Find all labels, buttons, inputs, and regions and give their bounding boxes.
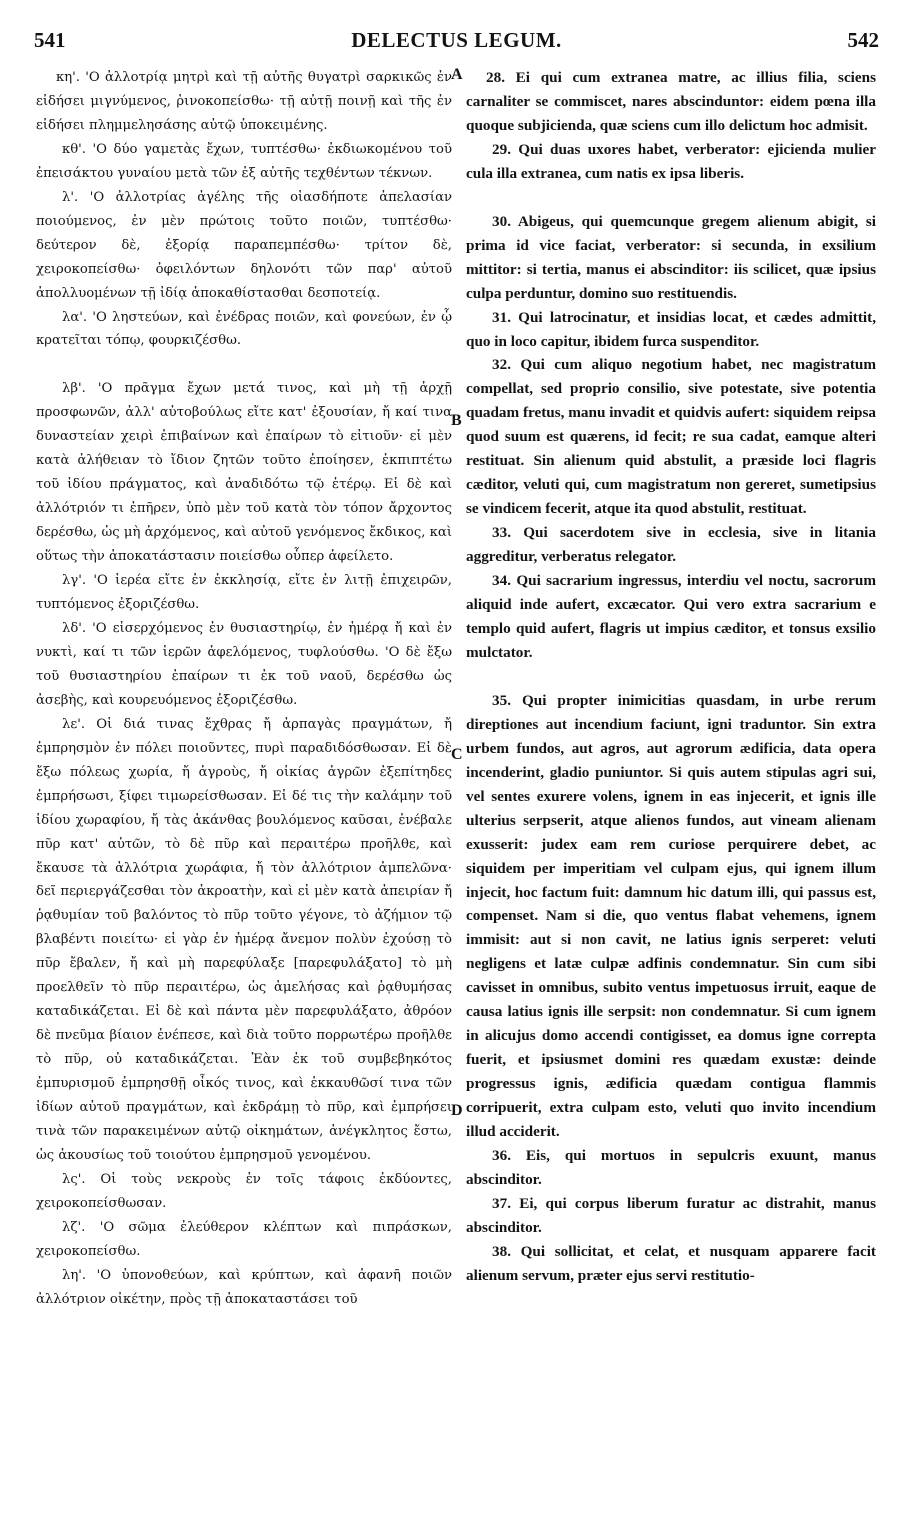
greek-law-32: λβ'. 'Ο πρᾶγμα ἔχων μετά τινος, καὶ μὴ τῇ ἀρχῇ προσφωνῶν, ἀλλ' αὐτοβούλως εἴτε κατ' ἐξουσίαν, ἤ καί τινα δυναστείαν χειρὶ ἐπιβαίνων καὶ ἐπαίρων τὸ εἰτιοῦν· εἰ μὲν κατὰ ἀλήθειαν τὸ ἴδιον ζητῶν τοῦτο ἐποίησεν, ἐκπιπτέτω τοῦ ἰδίου πράγματος, καὶ ἀναδιδότω τῷ ἑτέρῳ. Εἰ δὲ καὶ ἀλλότριόν τι ἐπῆρεν, ὑπὸ μὲν τοῦ κατὰ τὸν τόπον ἄρχοντος δερέσθω, ὡς μὴ ἀρχόμενος, καὶ αὐτοῦ γενόμενος ἔκδικος, καὶ οὕτως τὴν ἀποκατάστασιν ποιείσθω οὗπερ ἀφείλετο. [36,381,452,565]
latin-law-29: 29. Qui duas uxores habet, verberator: ejicienda mulier cula illa extranea, cum natis ex ipsa liberis. [466,140,876,182]
latin-column [466,66,876,1540]
margin-marker-b: B [451,412,462,429]
greek-law-36: λς'. Οἱ τοὺς νεκροὺς ἐν τοῖς τάφοις ἐκδύοντες, χειροκοπείσθωσαν. [36,1171,452,1211]
greek-law-31: λα'. 'Ο ληστεύων, καὶ ἐνέδρας ποιῶν, καὶ φονεύων, ἐν ᾧ κρατεῖται τόπῳ, φουρκιζέσθω. [36,309,452,349]
page-header [34,28,879,58]
margin-marker-d: D [451,1102,463,1119]
latin-law-37: 37. Ei, qui corpus liberum furatur ac distrahit, manus abscinditor. [466,1194,876,1236]
greek-law-37: λζ'. 'Ο σῶμα ἐλεύθερον κλέπτων καὶ πιπράσκων, χειροκοπείσθω. [36,1219,452,1259]
margin-marker-c: C [451,746,463,763]
greek-law-30: λ'. 'Ο ἀλλοτρίας ἀγέλης τῆς οἱασδήποτε ἀπελασίαν ποιούμενος, ἐν μὲν πρώτοις τοῦτο ποιῶν, τυπτέσθω· δεύτερον δὲ, ἐξορίᾳ παραπεμπέσθω· τρίτον δὲ, χειροκοπείσθω· ὀφειλόντων δηλονότι τῶν παρ' αὐτοῦ ἀπολλυομένων τῇ ἰδίᾳ ἀποκαθίστασθαι δεσποτείᾳ. [36,189,452,301]
latin-law-36: 36. Eis, qui mortuos in sepulcris exuunt, manus abscinditor. [466,1146,876,1188]
latin-law-38: 38. Qui sollicitat, et celat, et nusquam apparere facit alienum servum, præter ejus servi restitutio- [466,1242,876,1284]
greek-law-34: λδ'. 'Ο εἰσερχόμενος ἐν θυσιαστηρίῳ, ἐν ἡμέρᾳ ἤ καὶ ἐν νυκτὶ, καί τι τῶν ἱερῶν ἀφελόμενος, τυφλούσθω. 'Ο δὲ ἔξω τοῦ θυσιαστηρίου ἐπαίρων τι ἐκ τοῦ ναοῦ, δερέσθω ὡς ἀσεβὴς, καὶ κουρευόμενος ἐξοριζέσθω. [36,620,452,708]
latin-law-32: 32. Qui cum aliquo negotium habet, nec magistratum compellat, sed proprio consilio, sive potestate, sive potentia quadam fretus, manu invadit et quidvis aufert: siquidem reipsa quod suum est quærens, id fecit; re sua cadat, eamque alteri restituat. Sin alienum quid abstulit, a præside loci flagris cæditor, veluti qui, cum magistratum non gereret, sumetipsius se vindicem fecerit, atque ita quod abstulit, restituat. [466,356,876,518]
latin-law-34: 34. Qui sacrarium ingressus, interdiu vel noctu, sacrorum aliquid inde aufert, excæcator. Qui vero extra sacrarium e templo quid aufert, flagris ut impius cæditor, et tonsus exsilio mulctator. [466,572,876,661]
greek-law-35: λε'. Οἱ διά τινας ἔχθρας ἤ ἁρπαγὰς πραγμάτων, ἤ ἐμπρησμὸν ἐν πόλει ποιοῦντες, πυρὶ παραδιδόσθωσαν. Εἰ δὲ ἔξω πόλεως χωρία, ἤ ἀγροὺς, ἤ οἰκίας ἀγρῶν ἐξεπίτηδες ἐμπρήσωσι, ξίφει τιμωρείσθωσαν. Εἰ δέ τις τὴν καλάμην τοῦ ἰδίου χωραφίου, ἤ τὰς ἀκάνθας βουλόμενος καῦσαι, ἐνέβαλε πῦρ κατ' αὐτῶν, τὸ δὲ πῦρ καὶ περαιτέρω προῆλθε, καὶ ἔκαυσε τὰ ἀλλότρια χωράφια, ἤ τὸν ἀλλότριον ἀμπελῶνα· δεῖ περιεργάζεσθαι τὸν ἀκροατὴν, καὶ εἰ μὲν κατὰ ἀπειρίαν ἤ ῥᾳθυμίαν τοῦ βαλόντος τὸ πῦρ τοῦτο γέγονε, τὸ ἀζήμιον τῷ βλαβέντι ποιείτω· εἰ γὰρ ἐν ἡμέρᾳ ἄνεμον πολὺν ἐχούσῃ τὸ πῦρ ἔβαλεν, ἤ καὶ μὴ παρεφύλαξε [παρεφυλάξατο] τὸ μὴ προελθεῖν τὸ πῦρ περαιτέρω, ὡς ἀμελήσας καὶ ῥᾳθυμήσας καταδικάζεται. Εἰ δὲ καὶ πάντα μὲν παρεφυλάξατο, ἀθρόον δὲ πνεῦμα βίαιον ἐνέπεσε, καὶ διὰ τοῦτο πορρωτέρω προῆλθε τὸ πῦρ, οὐ καταδικάζεται. Ἐὰν ἐκ τοῦ συμβεβηκότος ἐμπυρισμοῦ ἐμπρησθῇ οἶκός τινος, καὶ ἐκκαυθῶσί τινα τῶν ἰδίων αὐτοῦ πραγμάτων, καὶ ἐκδράμῃ τὸ πῦρ, καὶ ἐμπρήσει τινὰ τῶν παρακειμένων αὐτῷ οἰκημάτων, ἀνέγκλητος ἔστω, ὡς ἀκουσίως τοῦ τοιούτου ἐμπρησμοῦ γενομένου. [36,716,452,1163]
greek-law-29: κθ'. 'Ο δύο γαμετὰς ἔχων, τυπτέσθω· ἐκδιωκομένου τοῦ ἐπεισάκτου γυναίου μετὰ τῶν ἐξ αὐτῆς τεχθέντων τέκνων. [36,141,452,181]
running-title: DELECTUS LEGUM. [351,28,562,52]
page-number-right: 542 [847,28,879,52]
margin-marker-a: A [451,66,463,83]
latin-law-33: 33. Qui sacerdotem sive in ecclesia, sive in litania aggreditur, verberatus relegator. [466,524,876,566]
latin-law-28: 28. Ei qui cum extranea matre, ac illius filia, sciens carnaliter se commiscet, nares abscinduntor: eidem pœna illa quoque subjicienda, quæ sciens cum illo delictum hoc admisit. [466,69,876,134]
latin-law-31: 31. Qui latrocinatur, et insidias locat, et cædes admittit, quo in loco capitur, ibidem furca suspenditor. [466,308,876,350]
greek-law-33: λγ'. 'Ο ἱερέα εἴτε ἐν ἐκκλησίᾳ, εἴτε ἐν λιτῇ ἐπιχειρῶν, τυπτόμενος ἐξοριζέσθω. [36,573,452,613]
latin-law-35: 35. Qui propter inimicitias quasdam, in urbe rerum direptiones aut incendium faciunt, igni traduntor. Sin extra urbem fundos, aut agros, aut agrorum ædificia, data opera incenderint, gladio puniuntor. Si quis autem stipulas agri sui, vel sentes exurere volens, ignem in eas injecerit, et ignis ille ulterius serpserit, atque alienos fundos, aut vineam alienam exusserit: judex eam rem curiose perquirere debet, ac siquidem per imperitiam vel culpam ejus, qui ignem illum injecit, hoc factum fuit: damnum hic datum illi, qui passus est, compenset. Nam si die, quo ventus flabat vehemens, ignem immisit: aut si non cavit, ne latius ignis serperet: veluti negligens et latæ culpæ adfinis condemnatur. Sin cum sibi cavisset in omnibus, subito ventus impetuosus irruit, eaque de causa latius ignis ille serpsit: non condemnatur. Si cum ignem in alicujus domo accendi contigisset, ea domus igne correpta fuerit, et ipsiusmet domini res quædam exustæ: deinde progressus ignis, ædificia quædam contigua flammis corripuerit, extra culpam esto, veluti quo invito incendium illud acciderit. [466,691,876,1141]
greek-law-28: κη'. 'Ο ἀλλοτρίᾳ μητρὶ καὶ τῇ αὐτῆς θυγατρὶ σαρκικῶς ἐν εἰδήσει μιγνύμενος, ῥινοκοπείσθω· τῇ αὐτῇ ποινῇ καὶ τῆς ἐν εἰδήσει πλημμελησάσης αὐτῷ ὑποκειμένης. [36,70,452,133]
greek-column [36,66,452,1540]
latin-law-30: 30. Abigeus, qui quemcunque gregem alienum abigit, si prima id vice faciat, verberator: si secunda, in exsilium mittitor: si tertia, manus ei abscinditor: iis scilicet, quæ ipsius culpa perduntur, domino suo restituendis. [466,212,876,302]
greek-law-38: λη'. 'Ο ὑπονοθεύων, καὶ κρύπτων, καὶ ἀφανῆ ποιῶν ἀλλότριον οἰκέτην, πρὸς τῇ ἀποκαταστάσει τοῦ [36,1267,452,1307]
page-number-left: 541 [34,28,66,52]
